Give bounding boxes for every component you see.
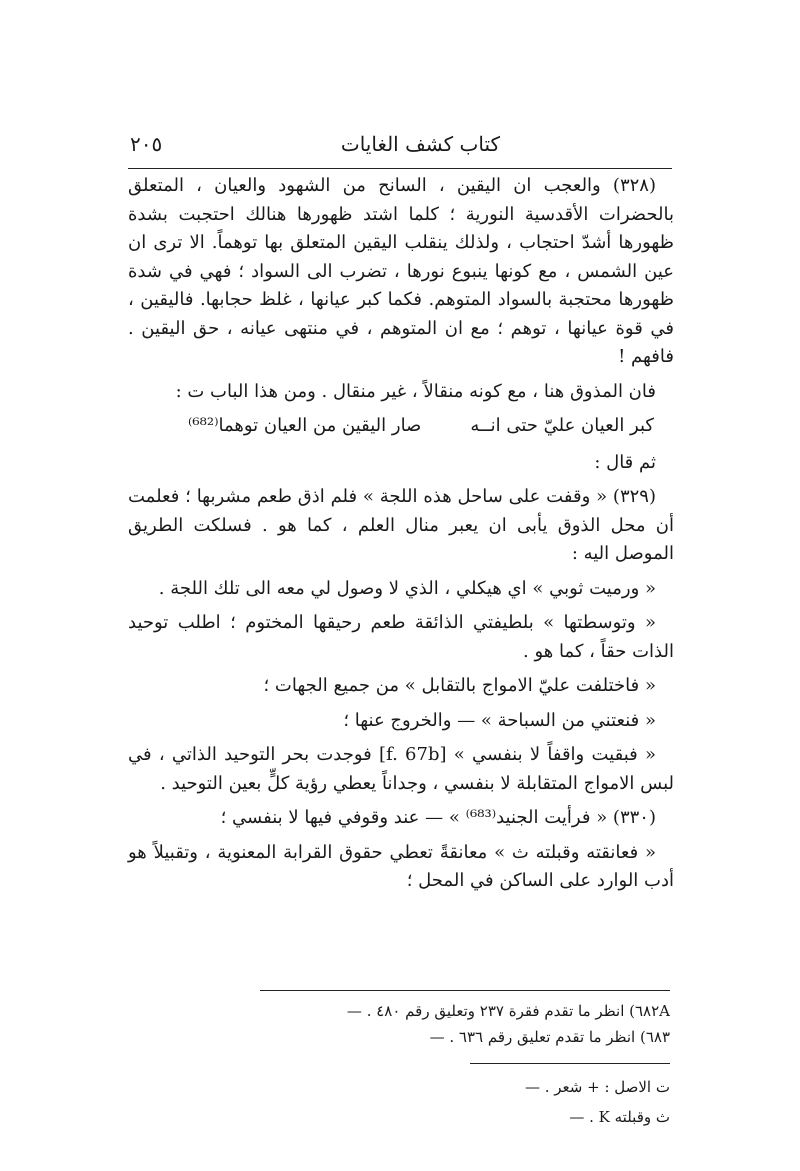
paragraph-muanaqa: « فعانقته وقبلته ث » معانقةً تعطي حقوق القرابة المعنوية ، وتقبيلاً هو أدب الوارد على الساكن في المحل ؛ <box>128 841 674 891</box>
paragraph-329: (٣٢٩) « وقفت على ساحل هذه اللجة » فلم اذق طعم مشربها ؛ فعلمت أن محل الذوق يأبى ان يعبر منال العلم ، كما هو . فسلكت الطريق الموصل اليه : <box>128 486 674 564</box>
critical-apparatus <box>340 1072 670 1132</box>
main-text <box>128 172 674 902</box>
verse-first-hemistich: كبر العيان عليّ حتى انــه <box>470 415 654 436</box>
verse-line <box>128 412 674 441</box>
page-header <box>130 132 670 164</box>
paragraph-baqitu: « فبقيت واقفاً لا بنفسي » [f. 67b] فوجدت بحر التوحيد الذاتي ، في لبس الامواج المتقابلة لا بنفسي ، وجداناً يعطي رؤية كلٍّ بعين التوحيد . <box>128 744 674 794</box>
footnote-682: ٦٨٢A) انظر ما تقدم فقرة ٢٣٧ وتعليق رقم ٤٨٠ . — <box>346 1002 670 1020</box>
page-number: ٢٠٥ <box>130 132 163 156</box>
paragraph-sibaha: « فنعتني من السباحة » — والخروج عنها ؛ <box>343 709 656 731</box>
footnotes <box>260 998 670 1050</box>
footnote-683: ٦٨٣) انظر ما تقدم تعليق رقم ٦٣٦ . — <box>429 1028 670 1046</box>
paragraph-thumma-qala: ثم قال : <box>594 451 656 473</box>
paragraph-tawassatuha: « وتوسطتها » بلطيفتي الذائقة طعم رحيقها المختوم ؛ اطلب توحيد الذات حقاً ، كما هو . <box>128 612 674 662</box>
header-rule <box>128 168 672 169</box>
paragraph-thawbi: « ورميت ثوبي » اي هيكلي ، الذي لا وصول لي معه الى تلك اللجة . <box>158 577 656 599</box>
paragraph-dhawq: فان المذوق هنا ، مع كونه منقالاً ، غير منقال . ومن هذا الباب ت : <box>175 380 656 402</box>
apparatus-line-ta: ت الاصل : + شعر . — <box>524 1078 670 1096</box>
paragraph-330: (٣٣٠) « فرأيت الجنيد⁽⁶⁸³⁾ » — عند وقوفي فيها لا بنفسي ؛ <box>220 807 656 828</box>
running-title: كتاب كشف الغايات <box>340 132 500 156</box>
verse-second-hemistich: صار اليقين من العيان توهما⁽⁶⁸²⁾ <box>188 415 422 436</box>
paragraph-328: (٣٢٨) والعجب ان اليقين ، السانح من الشهود والعيان ، المتعلق بالحضرات الأقدسية النورية ؛ كلما اشتد ظهورها هنالك احتجبت بشدة ظهورها أشدّ احتجاب ، ولذلك ينقلب اليقين المتعلق بها توهماً. الا ترى ان عين الشمس ، مع كونها ينبوع نورها ، تضرب الى السواد ؛ فهي في شدة ظهورها محتجبة بالسواد المتوهم. فكما كبر عيانها ، غلظ حجابها. فاليقين ، في قوة عيانها ، توهم ؛ مع ان المتوهم ، في منتهى عيانه ، حق اليقين . فافهم ! <box>128 175 674 367</box>
footnote-rule <box>260 990 670 991</box>
apparatus-line-tha: ث وقبلته K . — <box>569 1108 670 1126</box>
paragraph-amwaj: « فاختلفت عليّ الامواج بالتقابل » من جميع الجهات ؛ <box>263 675 656 696</box>
apparatus-rule <box>470 1063 670 1064</box>
